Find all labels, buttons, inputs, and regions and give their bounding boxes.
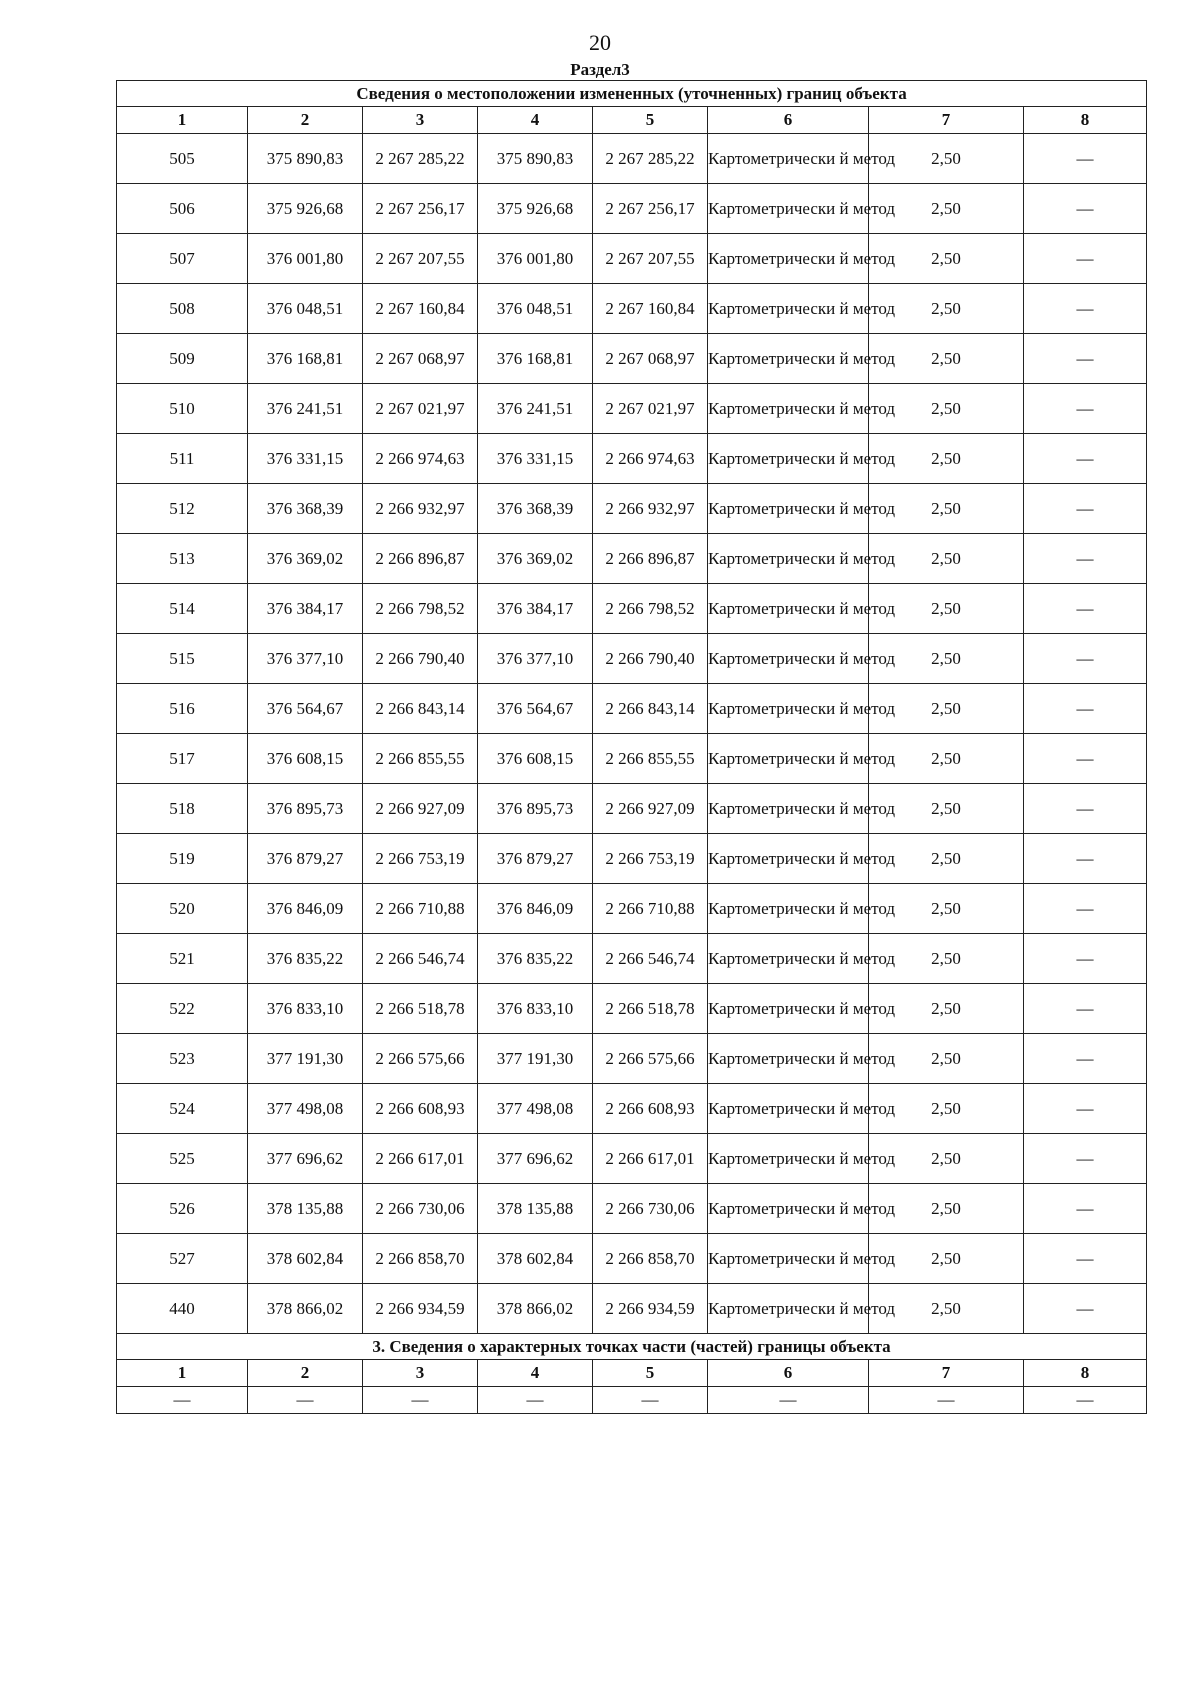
point-number-cell: 507: [117, 234, 248, 284]
empty-cell: —: [117, 1387, 248, 1414]
description-cell: —: [1024, 1184, 1147, 1234]
empty-cell: —: [363, 1387, 478, 1414]
refined-x-cell: 375 890,83: [478, 134, 593, 184]
description-cell: —: [1024, 184, 1147, 234]
accuracy-cell: 2,50: [869, 1134, 1024, 1184]
accuracy-cell: 2,50: [869, 934, 1024, 984]
method-cell: Картометрически й метод: [708, 434, 869, 484]
refined-x-cell: 376 846,09: [478, 884, 593, 934]
existing-x-cell: 376 835,22: [248, 934, 363, 984]
column-number: 6: [708, 107, 869, 134]
refined-y-cell: 2 266 858,70: [593, 1234, 708, 1284]
existing-x-cell: 376 368,39: [248, 484, 363, 534]
section-three-title-row: [117, 1334, 1147, 1360]
existing-x-cell: 377 696,62: [248, 1134, 363, 1184]
existing-y-cell: 2 266 927,09: [363, 784, 478, 834]
refined-x-cell: 378 602,84: [478, 1234, 593, 1284]
table-row: [117, 1234, 1147, 1284]
point-number-cell: 440: [117, 1284, 248, 1334]
existing-y-cell: 2 267 207,55: [363, 234, 478, 284]
column-number: 2: [248, 1360, 363, 1387]
description-cell: —: [1024, 484, 1147, 534]
table-row: [117, 1284, 1147, 1334]
point-number-cell: 516: [117, 684, 248, 734]
accuracy-cell: 2,50: [869, 534, 1024, 584]
refined-y-cell: 2 266 855,55: [593, 734, 708, 784]
column-number: 1: [117, 1360, 248, 1387]
table-row: [117, 1184, 1147, 1234]
existing-y-cell: 2 266 710,88: [363, 884, 478, 934]
method-cell: Картометрически й метод: [708, 1284, 869, 1334]
accuracy-cell: 2,50: [869, 434, 1024, 484]
method-cell: Картометрически й метод: [708, 234, 869, 284]
existing-x-cell: 376 895,73: [248, 784, 363, 834]
method-cell: Картометрически й метод: [708, 684, 869, 734]
refined-x-cell: 377 696,62: [478, 1134, 593, 1184]
refined-x-cell: 376 369,02: [478, 534, 593, 584]
refined-x-cell: 376 879,27: [478, 834, 593, 884]
point-number-cell: 511: [117, 434, 248, 484]
section-label: Раздел3: [570, 60, 630, 79]
refined-x-cell: 377 191,30: [478, 1034, 593, 1084]
empty-cell: —: [1024, 1387, 1147, 1414]
method-cell: Картометрически й метод: [708, 384, 869, 434]
refined-y-cell: 2 266 575,66: [593, 1034, 708, 1084]
existing-x-cell: 377 191,30: [248, 1034, 363, 1084]
existing-y-cell: 2 266 934,59: [363, 1284, 478, 1334]
method-cell: Картометрически й метод: [708, 884, 869, 934]
accuracy-cell: 2,50: [869, 134, 1024, 184]
existing-x-cell: 376 048,51: [248, 284, 363, 334]
accuracy-cell: 2,50: [869, 984, 1024, 1034]
description-cell: —: [1024, 1084, 1147, 1134]
description-cell: —: [1024, 584, 1147, 634]
existing-y-cell: 2 266 753,19: [363, 834, 478, 884]
refined-x-cell: 376 895,73: [478, 784, 593, 834]
table-row: [117, 534, 1147, 584]
refined-y-cell: 2 266 546,74: [593, 934, 708, 984]
table-row: [117, 934, 1147, 984]
description-cell: —: [1024, 434, 1147, 484]
column-number: 2: [248, 107, 363, 134]
column-number: 4: [478, 1360, 593, 1387]
section-three-title: 3. Сведения о характерных точках части (частей) границы объекта: [117, 1334, 1147, 1360]
existing-x-cell: 376 608,15: [248, 734, 363, 784]
existing-x-cell: 376 846,09: [248, 884, 363, 934]
description-cell: —: [1024, 534, 1147, 584]
accuracy-cell: 2,50: [869, 1084, 1024, 1134]
refined-y-cell: 2 266 608,93: [593, 1084, 708, 1134]
description-cell: —: [1024, 234, 1147, 284]
existing-x-cell: 376 331,15: [248, 434, 363, 484]
point-number-cell: 514: [117, 584, 248, 634]
table-row: [117, 784, 1147, 834]
description-cell: —: [1024, 784, 1147, 834]
section-three-column-number-row: [117, 1360, 1147, 1387]
refined-x-cell: 376 835,22: [478, 934, 593, 984]
existing-y-cell: 2 266 855,55: [363, 734, 478, 784]
existing-y-cell: 2 266 858,70: [363, 1234, 478, 1284]
column-number: 6: [708, 1360, 869, 1387]
refined-y-cell: 2 266 974,63: [593, 434, 708, 484]
point-number-cell: 521: [117, 934, 248, 984]
description-cell: —: [1024, 634, 1147, 684]
refined-y-cell: 2 266 798,52: [593, 584, 708, 634]
existing-x-cell: 376 377,10: [248, 634, 363, 684]
column-number: 3: [363, 107, 478, 134]
table-title: Сведения о местоположении измененных (уточненных) границ объекта: [117, 81, 1147, 107]
existing-y-cell: 2 266 932,97: [363, 484, 478, 534]
existing-x-cell: 375 926,68: [248, 184, 363, 234]
table-row: [117, 984, 1147, 1034]
refined-y-cell: 2 266 932,97: [593, 484, 708, 534]
refined-x-cell: 376 001,80: [478, 234, 593, 284]
description-cell: —: [1024, 1234, 1147, 1284]
description-cell: —: [1024, 734, 1147, 784]
refined-y-cell: 2 266 934,59: [593, 1284, 708, 1334]
method-cell: Картометрически й метод: [708, 134, 869, 184]
description-cell: —: [1024, 1134, 1147, 1184]
column-number: 5: [593, 1360, 708, 1387]
table-title-row: [117, 81, 1147, 107]
refined-x-cell: 376 377,10: [478, 634, 593, 684]
point-number-cell: 508: [117, 284, 248, 334]
table-row: [117, 234, 1147, 284]
method-cell: Картометрически й метод: [708, 184, 869, 234]
accuracy-cell: 2,50: [869, 684, 1024, 734]
accuracy-cell: 2,50: [869, 584, 1024, 634]
method-cell: Картометрически й метод: [708, 1234, 869, 1284]
existing-y-cell: 2 266 730,06: [363, 1184, 478, 1234]
page-number: 20: [589, 30, 611, 55]
existing-y-cell: 2 266 617,01: [363, 1134, 478, 1184]
refined-x-cell: 376 384,17: [478, 584, 593, 634]
existing-y-cell: 2 266 608,93: [363, 1084, 478, 1134]
column-number: 3: [363, 1360, 478, 1387]
refined-y-cell: 2 267 285,22: [593, 134, 708, 184]
method-cell: Картометрически й метод: [708, 334, 869, 384]
method-cell: Картометрически й метод: [708, 634, 869, 684]
description-cell: —: [1024, 334, 1147, 384]
existing-x-cell: 376 168,81: [248, 334, 363, 384]
accuracy-cell: 2,50: [869, 234, 1024, 284]
refined-y-cell: 2 266 617,01: [593, 1134, 708, 1184]
existing-x-cell: 378 866,02: [248, 1284, 363, 1334]
point-number-cell: 518: [117, 784, 248, 834]
refined-x-cell: 376 048,51: [478, 284, 593, 334]
existing-x-cell: 378 135,88: [248, 1184, 363, 1234]
existing-y-cell: 2 266 546,74: [363, 934, 478, 984]
empty-cell: —: [708, 1387, 869, 1414]
point-number-cell: 510: [117, 384, 248, 434]
refined-x-cell: 376 368,39: [478, 484, 593, 534]
refined-y-cell: 2 266 790,40: [593, 634, 708, 684]
refined-x-cell: 376 608,15: [478, 734, 593, 784]
existing-x-cell: 376 384,17: [248, 584, 363, 634]
refined-y-cell: 2 266 710,88: [593, 884, 708, 934]
description-cell: —: [1024, 1034, 1147, 1084]
existing-y-cell: 2 267 068,97: [363, 334, 478, 384]
refined-y-cell: 2 267 068,97: [593, 334, 708, 384]
column-number: 7: [869, 1360, 1024, 1387]
method-cell: Картометрически й метод: [708, 984, 869, 1034]
refined-y-cell: 2 267 160,84: [593, 284, 708, 334]
point-number-cell: 524: [117, 1084, 248, 1134]
boundary-coordinates-table: [116, 80, 1147, 1414]
point-number-cell: 512: [117, 484, 248, 534]
method-cell: Картометрически й метод: [708, 1084, 869, 1134]
existing-y-cell: 2 267 256,17: [363, 184, 478, 234]
refined-y-cell: 2 266 730,06: [593, 1184, 708, 1234]
description-cell: —: [1024, 934, 1147, 984]
description-cell: —: [1024, 284, 1147, 334]
refined-x-cell: 376 833,10: [478, 984, 593, 1034]
existing-y-cell: 2 266 974,63: [363, 434, 478, 484]
description-cell: —: [1024, 984, 1147, 1034]
accuracy-cell: 2,50: [869, 484, 1024, 534]
description-cell: —: [1024, 384, 1147, 434]
refined-x-cell: 376 241,51: [478, 384, 593, 434]
table-row: [117, 134, 1147, 184]
method-cell: Картометрически й метод: [708, 1134, 869, 1184]
method-cell: Картометрически й метод: [708, 584, 869, 634]
refined-x-cell: 377 498,08: [478, 1084, 593, 1134]
refined-y-cell: 2 266 927,09: [593, 784, 708, 834]
method-cell: Картометрически й метод: [708, 784, 869, 834]
empty-cell: —: [478, 1387, 593, 1414]
method-cell: Картометрически й метод: [708, 834, 869, 884]
table-row: [117, 684, 1147, 734]
table-row: [117, 734, 1147, 784]
refined-x-cell: 378 866,02: [478, 1284, 593, 1334]
method-cell: Картометрически й метод: [708, 1034, 869, 1084]
refined-y-cell: 2 267 256,17: [593, 184, 708, 234]
refined-x-cell: 376 331,15: [478, 434, 593, 484]
table-row: [117, 184, 1147, 234]
accuracy-cell: 2,50: [869, 884, 1024, 934]
point-number-cell: 526: [117, 1184, 248, 1234]
refined-x-cell: 376 564,67: [478, 684, 593, 734]
table-row: [117, 834, 1147, 884]
table-row: [117, 1134, 1147, 1184]
existing-y-cell: 2 266 575,66: [363, 1034, 478, 1084]
existing-y-cell: 2 266 518,78: [363, 984, 478, 1034]
point-number-cell: 522: [117, 984, 248, 1034]
existing-y-cell: 2 266 896,87: [363, 534, 478, 584]
existing-x-cell: 376 564,67: [248, 684, 363, 734]
description-cell: —: [1024, 834, 1147, 884]
refined-x-cell: 375 926,68: [478, 184, 593, 234]
table-row: [117, 1034, 1147, 1084]
empty-cell: —: [593, 1387, 708, 1414]
table-row: [117, 334, 1147, 384]
existing-x-cell: 376 241,51: [248, 384, 363, 434]
accuracy-cell: 2,50: [869, 334, 1024, 384]
existing-y-cell: 2 267 285,22: [363, 134, 478, 184]
point-number-cell: 523: [117, 1034, 248, 1084]
column-number: 8: [1024, 107, 1147, 134]
refined-x-cell: 378 135,88: [478, 1184, 593, 1234]
point-number-cell: 517: [117, 734, 248, 784]
description-cell: —: [1024, 884, 1147, 934]
description-cell: —: [1024, 134, 1147, 184]
accuracy-cell: 2,50: [869, 784, 1024, 834]
accuracy-cell: 2,50: [869, 284, 1024, 334]
description-cell: —: [1024, 684, 1147, 734]
accuracy-cell: 2,50: [869, 1234, 1024, 1284]
existing-x-cell: 375 890,83: [248, 134, 363, 184]
point-number-cell: 525: [117, 1134, 248, 1184]
point-number-cell: 513: [117, 534, 248, 584]
point-number-cell: 505: [117, 134, 248, 184]
refined-y-cell: 2 266 896,87: [593, 534, 708, 584]
column-number: 1: [117, 107, 248, 134]
point-number-cell: 520: [117, 884, 248, 934]
existing-x-cell: 376 001,80: [248, 234, 363, 284]
accuracy-cell: 2,50: [869, 1184, 1024, 1234]
refined-y-cell: 2 267 021,97: [593, 384, 708, 434]
column-number: 8: [1024, 1360, 1147, 1387]
table-row: [117, 1084, 1147, 1134]
table-row: [117, 634, 1147, 684]
table-row: [117, 434, 1147, 484]
table-row: [117, 884, 1147, 934]
method-cell: Картометрически й метод: [708, 934, 869, 984]
existing-y-cell: 2 266 843,14: [363, 684, 478, 734]
point-number-cell: 515: [117, 634, 248, 684]
accuracy-cell: 2,50: [869, 734, 1024, 784]
refined-y-cell: 2 266 843,14: [593, 684, 708, 734]
table-row: [117, 484, 1147, 534]
existing-y-cell: 2 267 160,84: [363, 284, 478, 334]
existing-x-cell: 377 498,08: [248, 1084, 363, 1134]
method-cell: Картометрически й метод: [708, 534, 869, 584]
refined-x-cell: 376 168,81: [478, 334, 593, 384]
accuracy-cell: 2,50: [869, 1034, 1024, 1084]
point-number-cell: 509: [117, 334, 248, 384]
table-row: [117, 284, 1147, 334]
refined-y-cell: 2 267 207,55: [593, 234, 708, 284]
accuracy-cell: 2,50: [869, 634, 1024, 684]
point-number-cell: 527: [117, 1234, 248, 1284]
accuracy-cell: 2,50: [869, 834, 1024, 884]
existing-x-cell: 376 833,10: [248, 984, 363, 1034]
accuracy-cell: 2,50: [869, 384, 1024, 434]
existing-x-cell: 376 879,27: [248, 834, 363, 884]
empty-cell: —: [248, 1387, 363, 1414]
point-number-cell: 519: [117, 834, 248, 884]
existing-x-cell: 378 602,84: [248, 1234, 363, 1284]
existing-y-cell: 2 266 790,40: [363, 634, 478, 684]
method-cell: Картометрически й метод: [708, 1184, 869, 1234]
method-cell: Картометрически й метод: [708, 484, 869, 534]
column-number: 5: [593, 107, 708, 134]
empty-cell: —: [869, 1387, 1024, 1414]
column-number: 7: [869, 107, 1024, 134]
existing-y-cell: 2 266 798,52: [363, 584, 478, 634]
table-row: [117, 584, 1147, 634]
existing-x-cell: 376 369,02: [248, 534, 363, 584]
column-number-row: [117, 107, 1147, 134]
accuracy-cell: 2,50: [869, 184, 1024, 234]
refined-y-cell: 2 266 753,19: [593, 834, 708, 884]
existing-y-cell: 2 267 021,97: [363, 384, 478, 434]
accuracy-cell: 2,50: [869, 1284, 1024, 1334]
description-cell: —: [1024, 1284, 1147, 1334]
column-number: 4: [478, 107, 593, 134]
method-cell: Картометрически й метод: [708, 284, 869, 334]
table-row: [117, 384, 1147, 434]
method-cell: Картометрически й метод: [708, 734, 869, 784]
section-three-empty-row: [117, 1387, 1147, 1414]
refined-y-cell: 2 266 518,78: [593, 984, 708, 1034]
point-number-cell: 506: [117, 184, 248, 234]
